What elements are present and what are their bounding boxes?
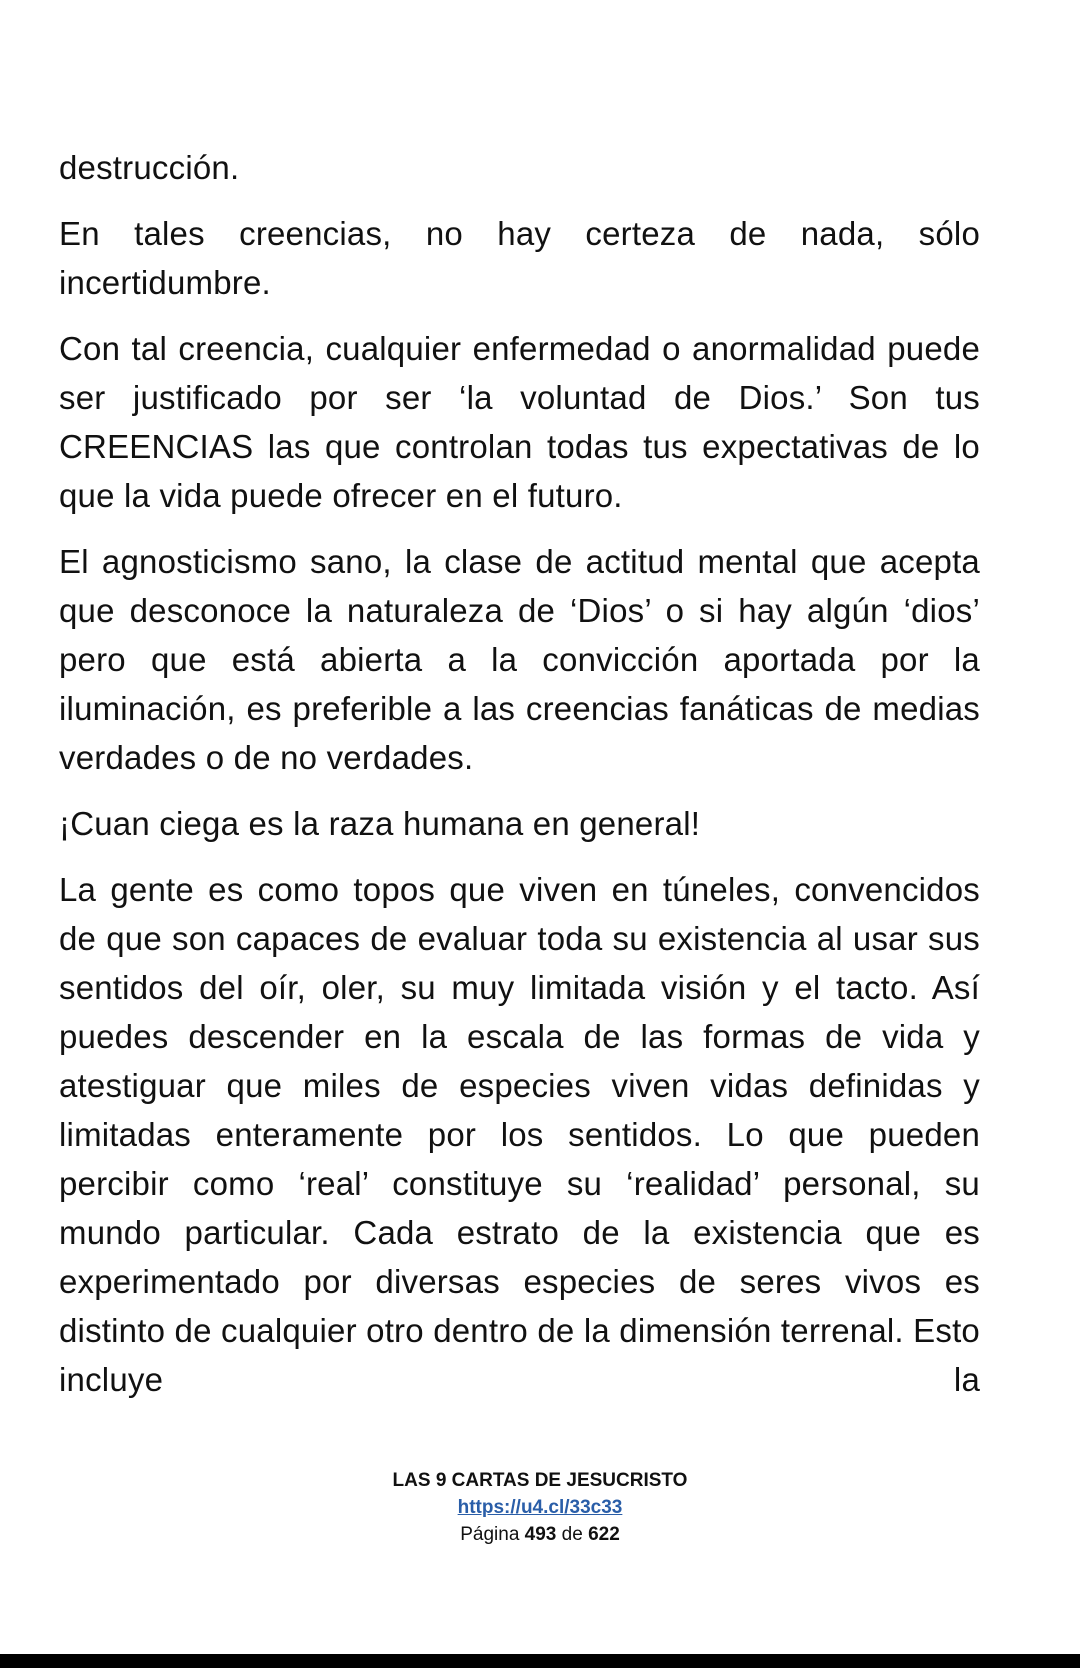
- footer-link[interactable]: https://u4.cl/33c33: [457, 1497, 623, 1518]
- total-pages: 622: [588, 1524, 620, 1545]
- paragraph-2: En tales creencias, no hay certeza de nada, sólo incertidumbre.: [59, 215, 980, 301]
- body-text: [59, 143, 980, 1404]
- bottom-rule: [0, 1654, 1080, 1668]
- of-label: de: [561, 1524, 583, 1545]
- page-footer: [0, 1467, 1080, 1548]
- paragraph-6: La gente es como topos que viven en túneles, convencidos de que son capaces de evaluar toda su existencia al usar sus sentidos del oír, oler, su muy limitada visión y el tacto. Así puedes descender en la escala de las formas de vida y atestiguar que miles de especies viven vidas definidas y limitadas enteramente por los sentidos. Lo que pueden percibir como ‘real’ constituye su ‘realidad’ personal, su mundo particular. Cada estrato de la existencia que es experimentado por diversas especies de seres vivos es distinto de cualquier otro dentro de la dimensión terrenal. Esto incluye la: [59, 871, 980, 1398]
- page-number: 493: [524, 1524, 557, 1545]
- page-number-line: [0, 1521, 1080, 1548]
- footer-book-title: LAS 9 CARTAS DE JESUCRISTO: [392, 1470, 688, 1491]
- paragraph-5: ¡Cuan ciega es la raza humana en general!: [59, 805, 701, 842]
- paragraph-3: Con tal creencia, cualquier enfermedad o anormalidad puede ser justificado por ser ‘la voluntad de Dios.’ Son tus CREENCIAS las que controlan todas tus expectativas de lo que la vida puede ofrecer en el futuro.: [59, 330, 980, 514]
- paragraph-1: destrucción.: [59, 149, 240, 186]
- page-label: Página: [460, 1524, 520, 1545]
- paragraph-4: El agnosticismo sano, la clase de actitud mental que acepta que desconoce la naturaleza de ‘Dios’ o si hay algún ‘dios’ pero que está abierta a la convicción aportada por la iluminación, es preferible a las creencias fanáticas de medias verdades o de no verdades.: [59, 543, 980, 776]
